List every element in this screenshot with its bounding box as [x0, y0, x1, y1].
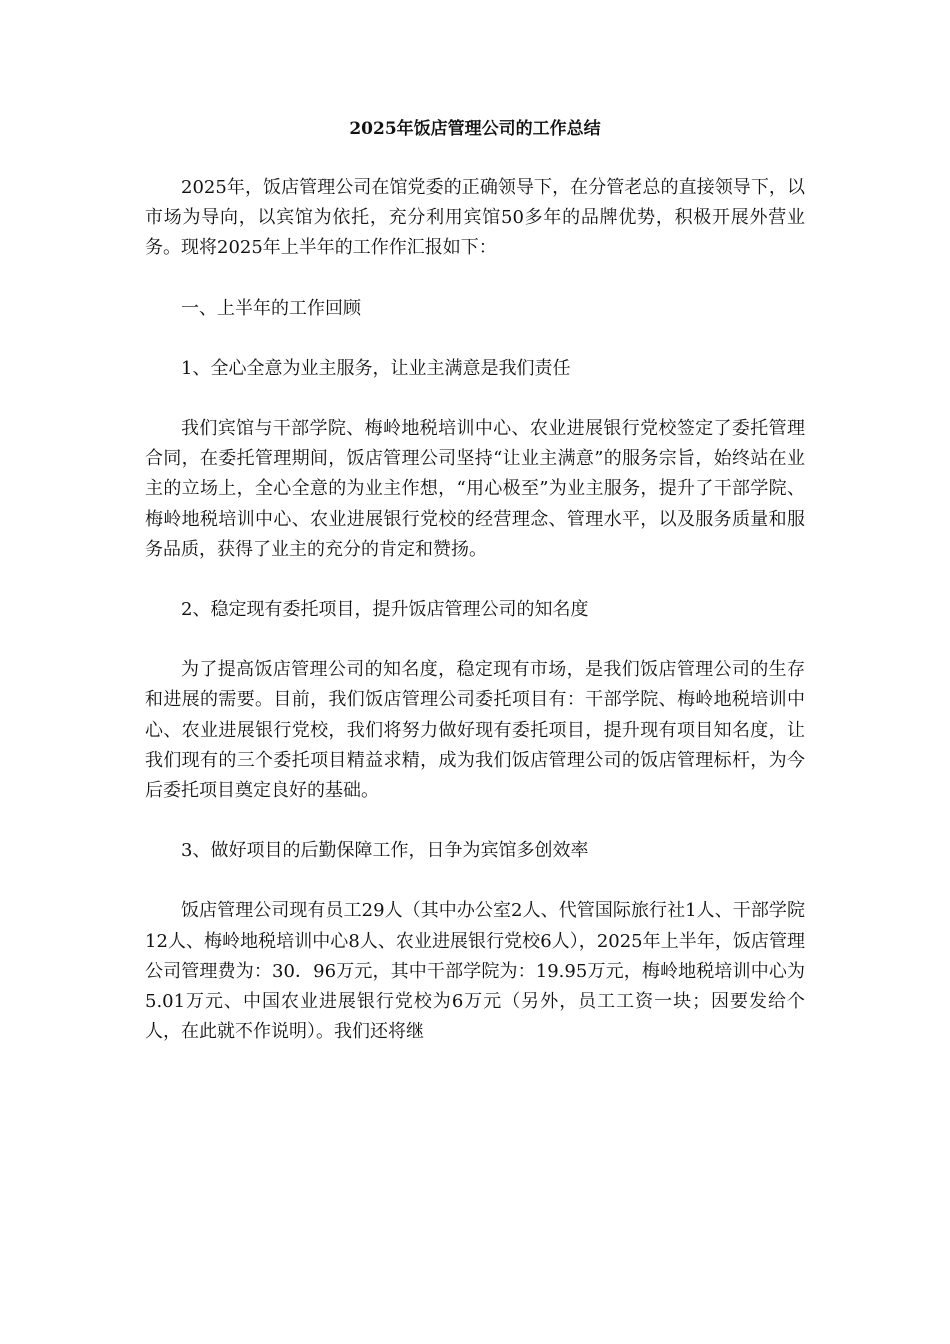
subsection-heading-1: 1、全心全意为业主服务，让业主满意是我们责任 — [181, 357, 571, 379]
subsection-heading-3: 3、做好项目的后勤保障工作，日争为宾馆多创效率 — [181, 840, 589, 862]
paragraph-2: 为了提高饭店管理公司的知名度，稳定现有市场，是我们饭店管理公司的生存和进展的需要。目前，我们饭店管理公司委托项目有：干部学院、梅岭地税培训中心、农业进展银行党校，我们将努力做好现有委托项目，提升现有项目知名度，让我们现有的三个委托项目精益求精，成为我们饭店管理公司的饭店管理标杆，为今后委托项目奠定良好的基础。 — [145, 659, 805, 802]
subsection-heading-2: 2、稳定现有委托项目，提升饭店管理公司的知名度 — [181, 599, 589, 621]
document-body — [145, 173, 805, 1077]
paragraph-1: 我们宾馆与干部学院、梅岭地税培训中心、农业进展银行党校签定了委托管理合同，在委托管理期间，饭店管理公司坚持“让业主满意”的服务宗旨，始终站在业主的立场上，全心全意的为业主作想，“用心极至”为业主服务，提升了干部学院、梅岭地税培训中心、农业进展银行党校的经营理念、管理水平，以及服务质量和服务品质，获得了业主的充分的肯定和赞扬。 — [145, 418, 805, 560]
document-title: 2025年饭店管理公司的工作总结 — [349, 119, 601, 139]
intro-paragraph: 2025年，饭店管理公司在馆党委的正确领导下，在分管老总的直接领导下，以市场为导向，以宾馆为依托，充分利用宾馆50多年的品牌优势，积极开展外营业务。现将2025年上半年的工作作汇报如下： — [145, 177, 805, 259]
paragraph-3: 饭店管理公司现有员工29人（其中办公室2人、代管国际旅行社1人、干部学院12人、梅岭地税培训中心8人、农业进展银行党校6人），2025年上半年，饭店管理公司管理费为：30．96万元，其中干部学院为：19.95万元，梅岭地税培训中心为5.01万元、中国农业进展银行党校为6万元（另外，员工工资一块；因要发给个人，在此就不作说明）。我们还将继 — [145, 900, 805, 1043]
section-heading-review: 一、上半年的工作回顾 — [181, 297, 361, 319]
